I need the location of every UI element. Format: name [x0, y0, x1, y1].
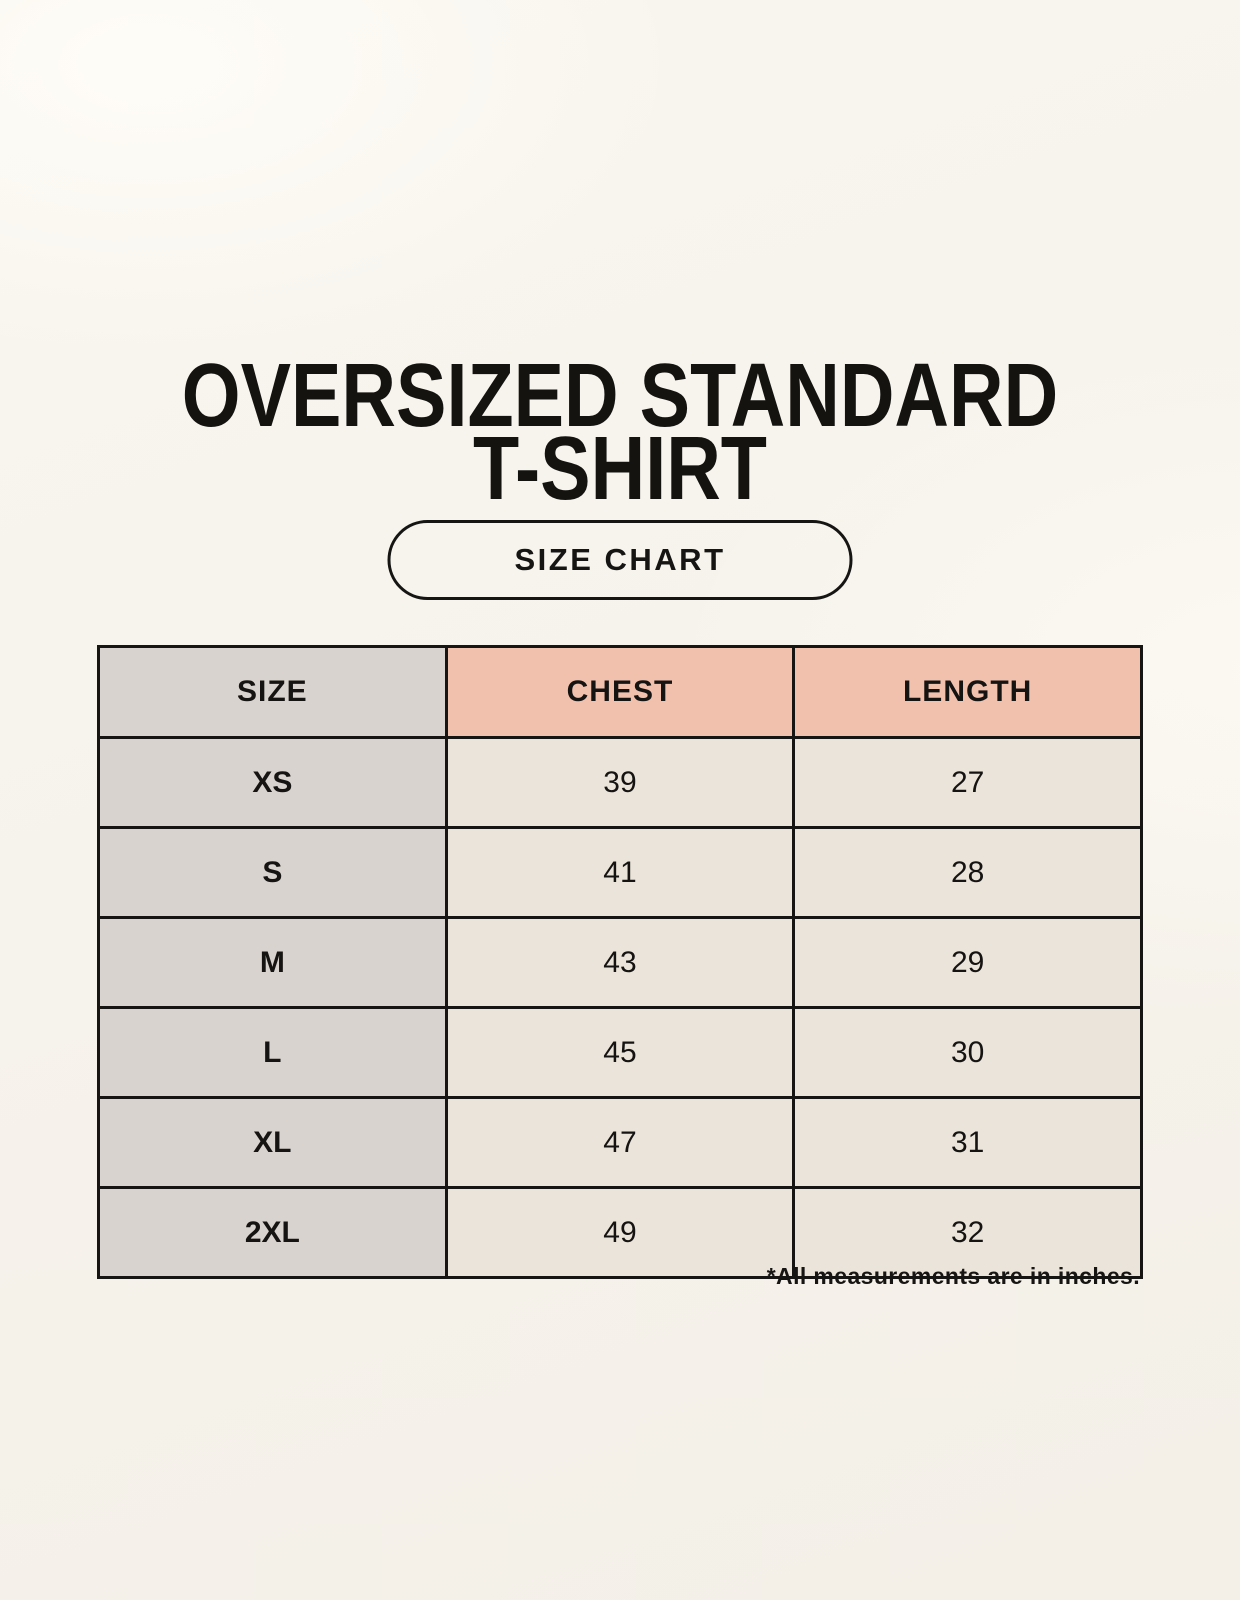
column-header-length: LENGTH	[794, 647, 1142, 738]
chest-cell: 39	[446, 738, 794, 828]
length-cell: 29	[794, 918, 1142, 1008]
measurements-note: *All measurements are in inches.	[766, 1263, 1140, 1289]
table-row-m	[99, 918, 1142, 1008]
size-cell: L	[99, 1008, 447, 1098]
table-row-l	[99, 1008, 1142, 1098]
table-row-s	[99, 828, 1142, 918]
column-header-chest: CHEST	[446, 647, 794, 738]
size-cell: M	[99, 918, 447, 1008]
column-header-size: SIZE	[99, 647, 447, 738]
chest-cell: 47	[446, 1098, 794, 1188]
product-title-line-1: OVERSIZED STANDARD	[181, 346, 1059, 447]
chest-cell: 45	[446, 1008, 794, 1098]
size-table-body	[99, 738, 1142, 1278]
product-title-line-2: T-SHIRT	[473, 419, 767, 520]
size-cell: XS	[99, 738, 447, 828]
size-chart-button-label: SIZE CHART	[514, 542, 726, 577]
length-cell: 28	[794, 828, 1142, 918]
size-chart-button	[388, 520, 853, 600]
size-table	[97, 645, 1143, 1279]
chest-cell: 49	[446, 1188, 794, 1278]
size-cell: XL	[99, 1098, 447, 1188]
size-cell: S	[99, 828, 447, 918]
chest-cell: 41	[446, 828, 794, 918]
table-row-xs	[99, 738, 1142, 828]
length-cell: 31	[794, 1098, 1142, 1188]
product-title	[99, 346, 1141, 520]
length-cell: 30	[794, 1008, 1142, 1098]
length-cell: 27	[794, 738, 1142, 828]
header-row	[99, 647, 1142, 738]
size-cell: 2XL	[99, 1188, 447, 1278]
table-row-xl	[99, 1098, 1142, 1188]
size-table-header	[99, 647, 1142, 738]
chest-cell: 43	[446, 918, 794, 1008]
length-cell: 32	[794, 1188, 1142, 1278]
